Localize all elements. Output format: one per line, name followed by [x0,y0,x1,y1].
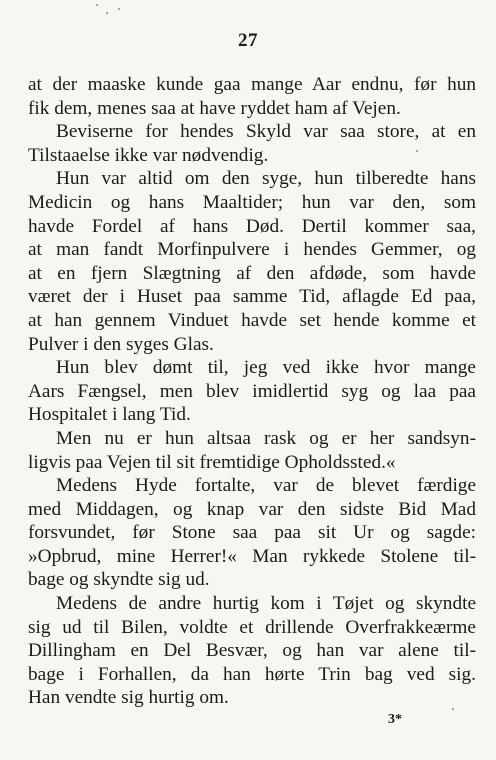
text-line: at der maaske kunde gaa mange Aar endnu, før hun [28,74,476,95]
text-line: Hun var altid om den syge, hun tilberedte hans [56,168,476,190]
text-line: Aars Fængsel, men blev imidlertid syg og laa paa [28,380,476,402]
text-line: Men nu er hun altsaa rask og er her sandsyn- [56,427,476,449]
text-line: Pulver i den syges Glas. [28,333,214,355]
text-line: forsvundet, før Stone saa paa sit Ur og sagde: [28,522,476,544]
text-line: bage og skyndte sig ud. [28,569,210,591]
page-number: 27 [238,30,258,51]
text-line: fik dem, menes saa at have ryddet ham af Vejen. [28,97,401,119]
paper-speck [96,4,98,6]
paper-speck [452,708,454,710]
text-line: Dillingham en Del Besvær, og han var alene til- [28,640,476,662]
body-text [28,73,476,710]
text-line: sig ud til Bilen, voldte et drillende Overfrakkeærme [28,616,476,638]
paper-speck [106,12,108,14]
text-line: været der i Huset paa samme Tid, aflagde Ed paa, [28,286,476,308]
text-line: at han gennem Vinduet havde set hende komme et [28,309,476,331]
text-line: havde Fordel af hans Død. Dertil kommer saa, [28,215,476,237]
text-line: Beviserne for hendes Skyld var saa store, at en [56,121,476,143]
text-line: Medens Hyde fortalte, var de blevet færdige [56,475,476,497]
paper-speck [416,150,418,152]
text-line: at man fandt Morfinpulvere i hendes Gemmer, og [28,239,476,261]
text-line: Medens de andre hurtig kom i Tøjet og skyndte [56,593,476,615]
signature-mark: 3* [388,712,402,727]
text-line: med Middagen, og knap var den sidste Bid Mad [28,498,476,520]
text-line: Hospitalet i lang Tid. [28,404,191,426]
text-line: Hun blev dømt til, jeg ved ikke hvor mange [56,357,476,379]
text-line: at en fjern Slægtning af den afdøde, som havde [28,262,476,284]
paper-speck [118,8,120,10]
text-line: ligvis paa Vejen til sit fremtidige Opholdssted.« [28,451,396,473]
text-line: Tilstaaelse ikke var nødvendig. [28,144,269,166]
text-line: Han vendte sig hurtig om. [28,687,229,709]
text-line: Medicin og hans Maaltider; hun var den, som [28,191,476,213]
text-line: bage i Forhallen, da han hørte Trin bag ved sig. [28,663,476,685]
text-line: »Opbrud, mine Herrer!« Man rykkede Stolene til- [28,545,476,567]
